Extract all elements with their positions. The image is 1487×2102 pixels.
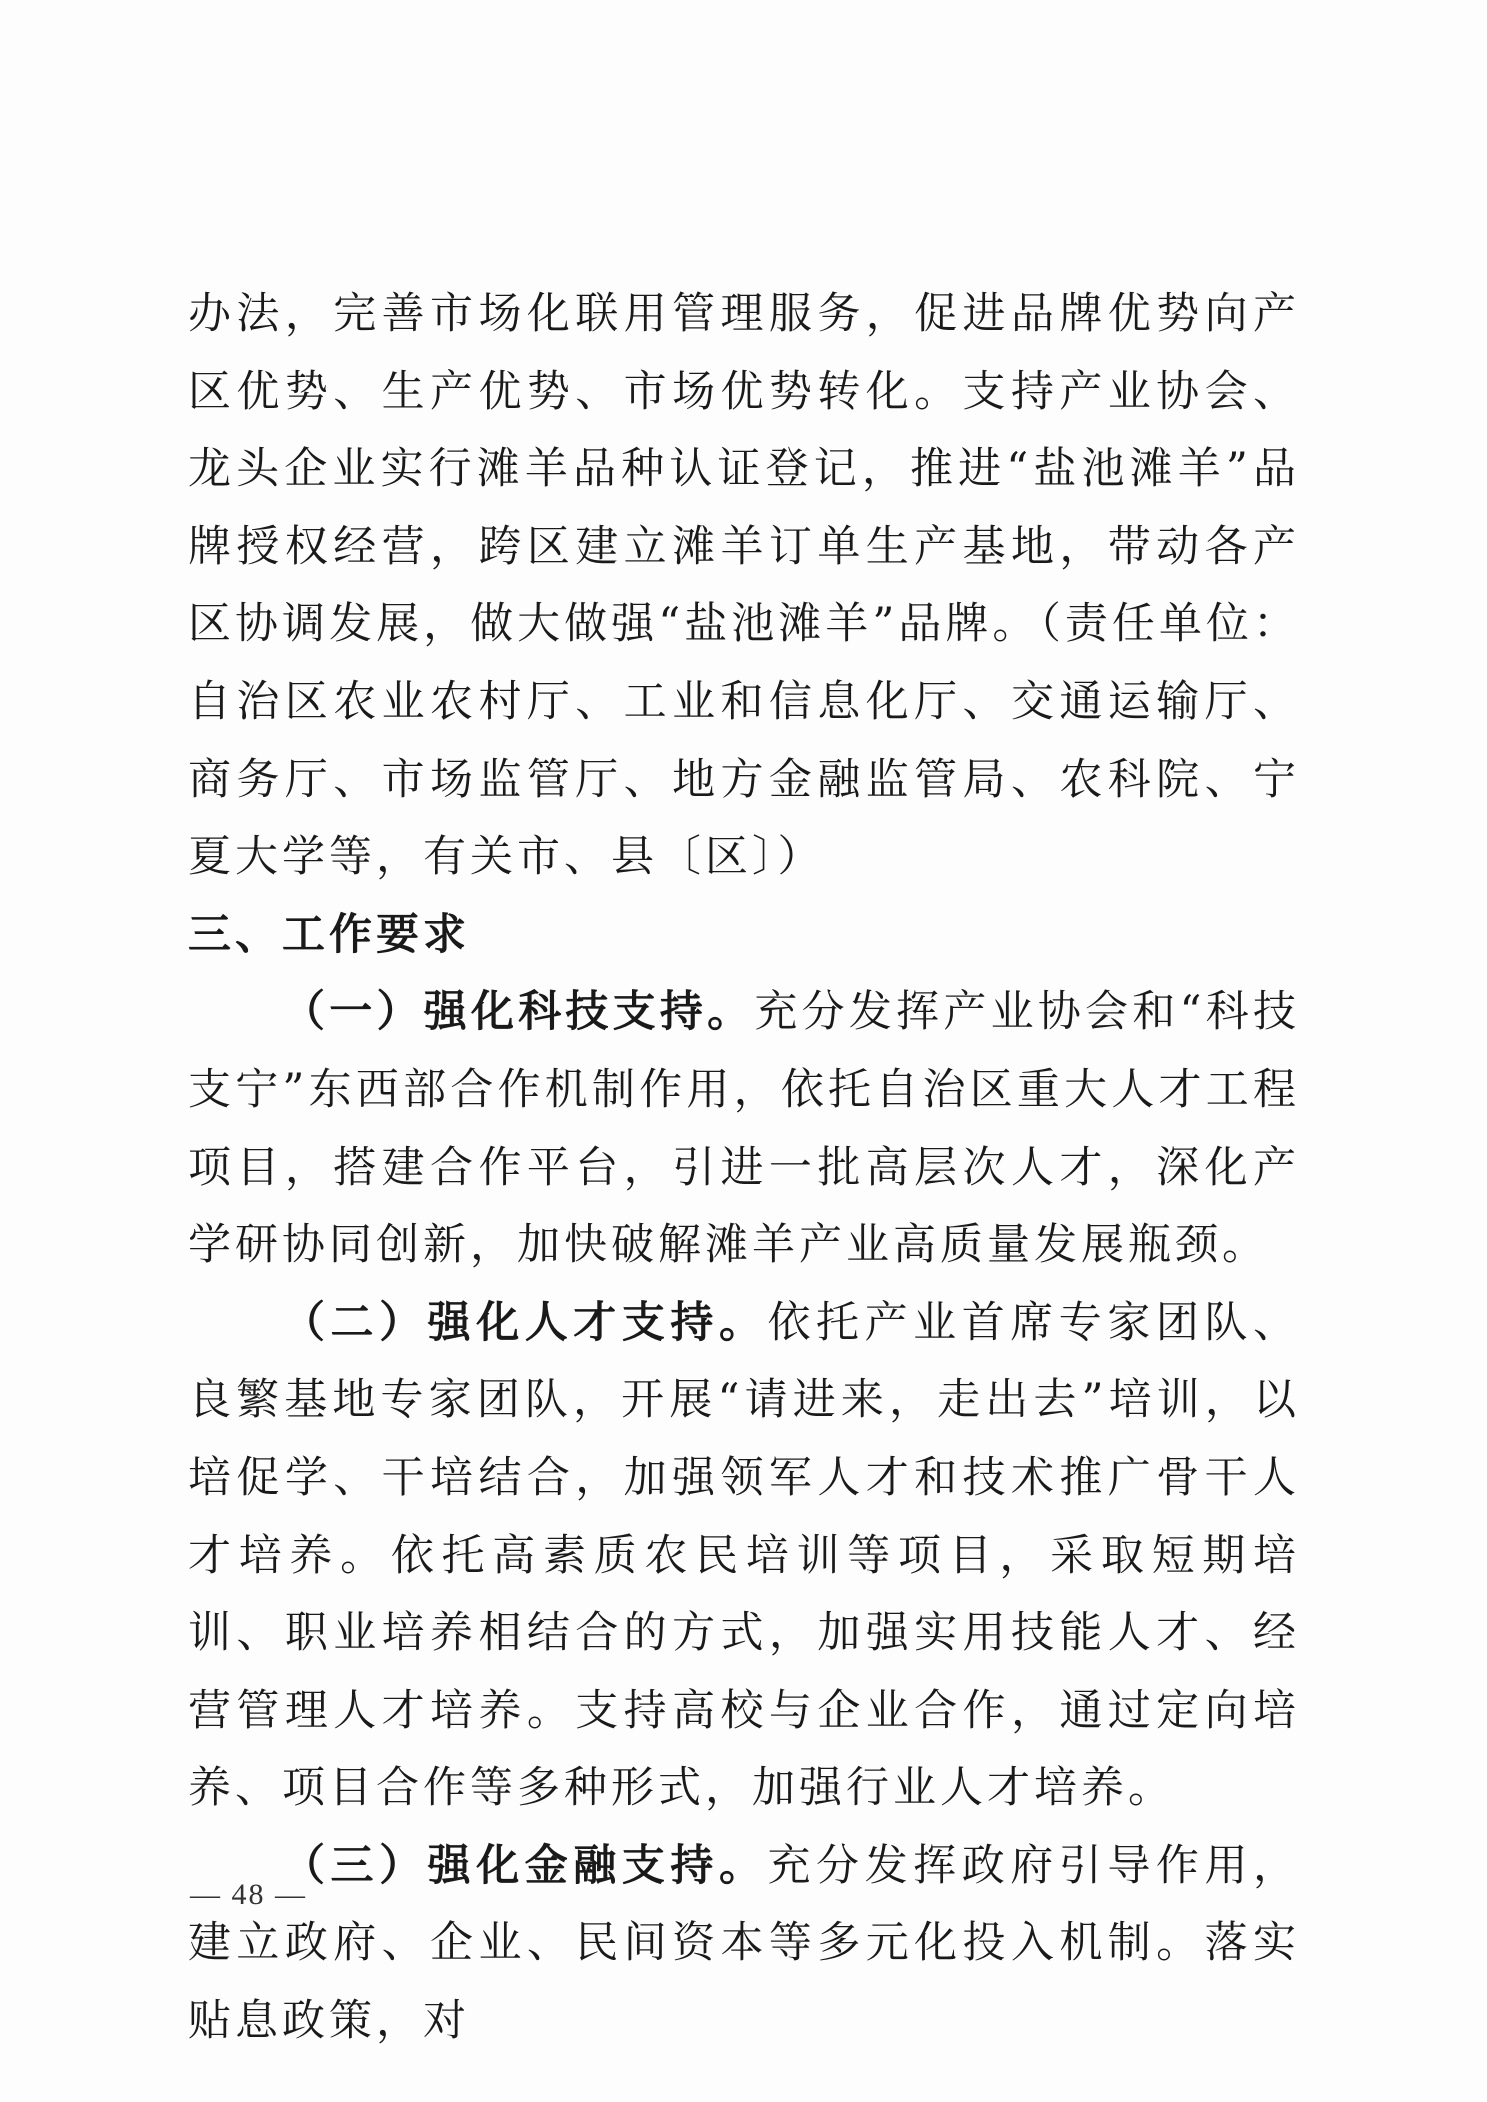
paragraph-continuation: 办法，完善市场化联用管理服务，促进品牌优势向产区优势、生产优势、市场优势转化。支持产业协会、龙头企业实行滩羊品种认证登记，推进“盐池滩羊”品牌授权经营，跨区建立滩羊订单生产基地，带动各产区协调发展，做大做强“盐池滩羊”品牌。（责任单位：自治区农业农村厅、工业和信息化厅、交通运输厅、商务厅、市场监管厅、地方金融监管局、农科院、宁夏大学等，有关市、县〔区〕）	[188, 289, 1300, 883]
paragraph-talent-support	[188, 1285, 1300, 1828]
section-heading: 三、工作要求	[188, 909, 470, 960]
page-number: — 48 —	[190, 1878, 307, 1911]
document-body	[188, 276, 1300, 2061]
paragraph-body-tech-support: 充分发挥产业协会和“科技支宁”东西部合作机制作用，依托自治区重大人才工程项目，搭建合作平台，引进一批高层次人才，深化产学研协同创新，加快破解滩羊产业高质量发展瓶颈。	[188, 987, 1301, 1271]
paragraph-body-talent-support: 依托产业首席专家团队、良繁基地专家团队，开展“请进来，走出去”培训，以培促学、干培结合，加强领军人才和技术推广骨干人才培养。依托高素质农民培训等项目，采取短期培训、职业培养相结合的方式，加强实用技能人才、经营管理人才培养。支持高校与企业合作，通过定向培养、项目合作等多种形式，加强行业人才培养。	[188, 1297, 1300, 1814]
paragraph-body-finance-support: 充分发挥政府引导作用，建立政府、企业、民间资本等多元化投入机制。落实贴息政策，对	[188, 1840, 1300, 2047]
paragraph-title-finance-support: （三）强化金融支持。	[282, 1840, 768, 1891]
paragraph-title-tech-support: （一）强化科技支持。	[282, 987, 755, 1038]
paragraph-tech-support	[188, 974, 1300, 1284]
paragraph-finance-support	[188, 1828, 1300, 2061]
paragraph-title-talent-support: （二）强化人才支持。	[282, 1297, 768, 1348]
